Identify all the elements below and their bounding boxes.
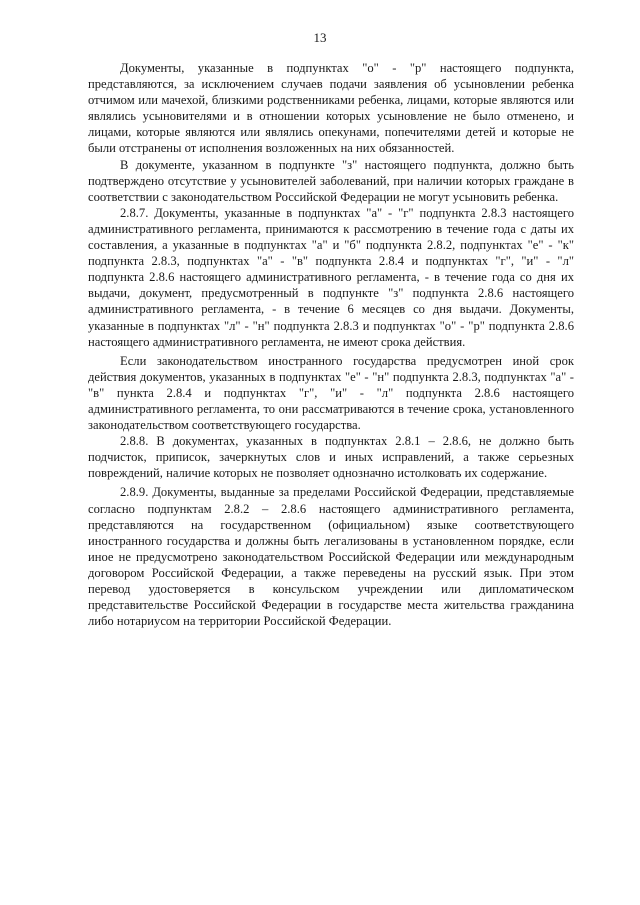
- document-body: [88, 60, 574, 629]
- paragraph-health-confirmation: В документе, указанном в подпункте "з" настоящего подпункта, должно быть подтверждено отсутствие у усыновителей заболеваний, при наличии которых граждане в соответствии с законодательством Российской Федерации не могут усыновить ребенка.: [88, 157, 574, 204]
- paragraph-2-8-7-validity-period: 2.8.7. Документы, указанные в подпунктах "а" - "г" подпункта 2.8.3 настоящего административного регламента, принимаются к рассмотрению в течение года с даты их составления, а указанные в подпунктах "а" и "б" подпункта 2.8.2, подпунктах "е" - "к" подпункта 2.8.3, подпунктах "а" - "в" подпункта 2.8.4 и подпунктах "г", "и" - "л" подпункта 2.8.6 настоящего административного регламента, - в течение года со дня их выдачи, документ, предусмотренный в подпункте "з" подпункта 2.8.6 настоящего административного регламента, - в течение 6 месяцев со дня выдачи. Документы, указанные в подпунктах "л" - "н" подпункта 2.8.3 и подпунктах "о" - "р" подпункта 2.8.6 настоящего административного регламента, не имеют срока действия.: [88, 205, 574, 349]
- page-number: 13: [313, 30, 327, 45]
- paragraph-2-8-9-foreign-documents: 2.8.9. Документы, выданные за пределами Российской Федерации, представляемые согласно подпунктам 2.8.2 – 2.8.6 настоящего административного регламента, представляются на государственном (официальном) языке соответствующего иностранного государства и должны быть легализованы в установленном порядке, если иное не предусмотрено законодательством Российской Федерации или международным договором Российской Федерации, а также переведены на русский язык. При этом перевод удостоверяется в консульском учреждении или дипломатическом представительстве Российской Федерации в государстве места жительства гражданина либо нотариусом на территории Российской Федерации.: [88, 485, 574, 629]
- paragraph-adoption-documents-exemption: Документы, указанные в подпунктах "о" - "р" настоящего подпункта, представляются, за исключением случаев подачи заявления об усыновлении ребенка отчимом или мачехой, близкими родственниками ребенка, лицами, которые являются или являлись усыновителями и в отношении которых усыновление не было отменено, и лицами, которые являются или являлись опекунами, попечителями детей и которые не были отстранены от исполнения возложенных на них обязанностей.: [88, 61, 574, 156]
- paragraph-foreign-validity-period: Если законодательством иностранного государства предусмотрен иной срок действия документов, указанных в подпунктах "е" - "н" подпункта 2.8.3, подпунктах "а" - "в" пункта 2.8.4 и подпунктах "г", "и" - "л" подпункта 2.8.6 настоящего административного регламента, то они рассматриваются в течение срока, установленного законодательством соответствующего государства.: [88, 353, 574, 433]
- paragraph-2-8-8-no-corrections: 2.8.8. В документах, указанных в подпунктах 2.8.1 – 2.8.6, не должно быть подчисток, приписок, зачеркнутых слов и иных исправлений, а также серьезных повреждений, наличие которых не позволяет однозначно истолковать их содержание.: [88, 434, 574, 481]
